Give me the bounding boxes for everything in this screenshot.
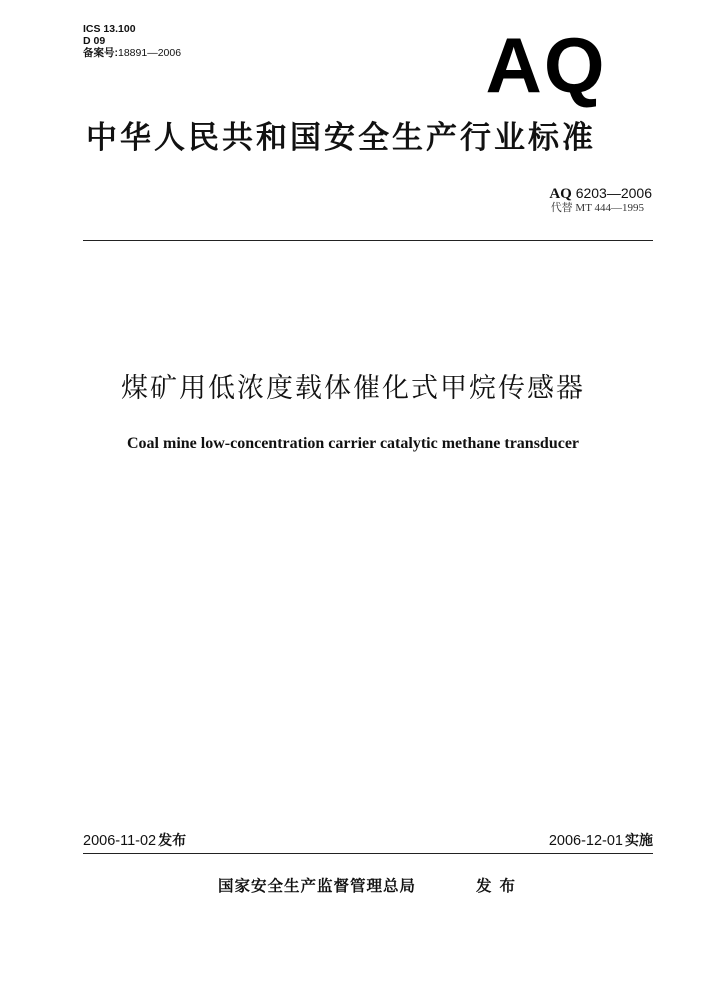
document-title-zh: 煤矿用低浓度载体催化式甲烷传感器 [121, 373, 585, 404]
bottom-divider [83, 853, 653, 854]
standard-prefix: AQ [549, 186, 572, 202]
standard-category-title: 中华人民共和国安全生产行业标准 [86, 120, 596, 156]
record-number-text: 18891—2006 [118, 47, 182, 59]
top-divider [83, 240, 653, 241]
standard-code [549, 185, 652, 202]
publisher-name: 国家安全生产监督管理总局 [218, 877, 417, 895]
issue-date-label: 发布 [158, 833, 187, 849]
implementation-date [549, 832, 653, 850]
implementation-date-label: 实施 [625, 833, 653, 849]
class-code-text: D 09 [83, 35, 106, 47]
record-number [83, 47, 181, 60]
ics-text: ICS 13.100 [83, 23, 136, 35]
aq-logo: AQ [485, 21, 607, 109]
document-title-en: Coal mine low-concentration carrier catalytic methane transducer [126, 435, 580, 452]
replaces-standard: 代替 MT 444—1995 [550, 202, 644, 214]
standard-number: 6203—2006 [575, 185, 652, 201]
record-label: 备案号: [83, 47, 118, 59]
publisher-verb: 发布 [476, 877, 524, 895]
implementation-date-value: 2006-12-01 [548, 833, 623, 849]
issue-date-value: 2006-11-02 [83, 833, 157, 849]
issue-date [83, 832, 186, 850]
